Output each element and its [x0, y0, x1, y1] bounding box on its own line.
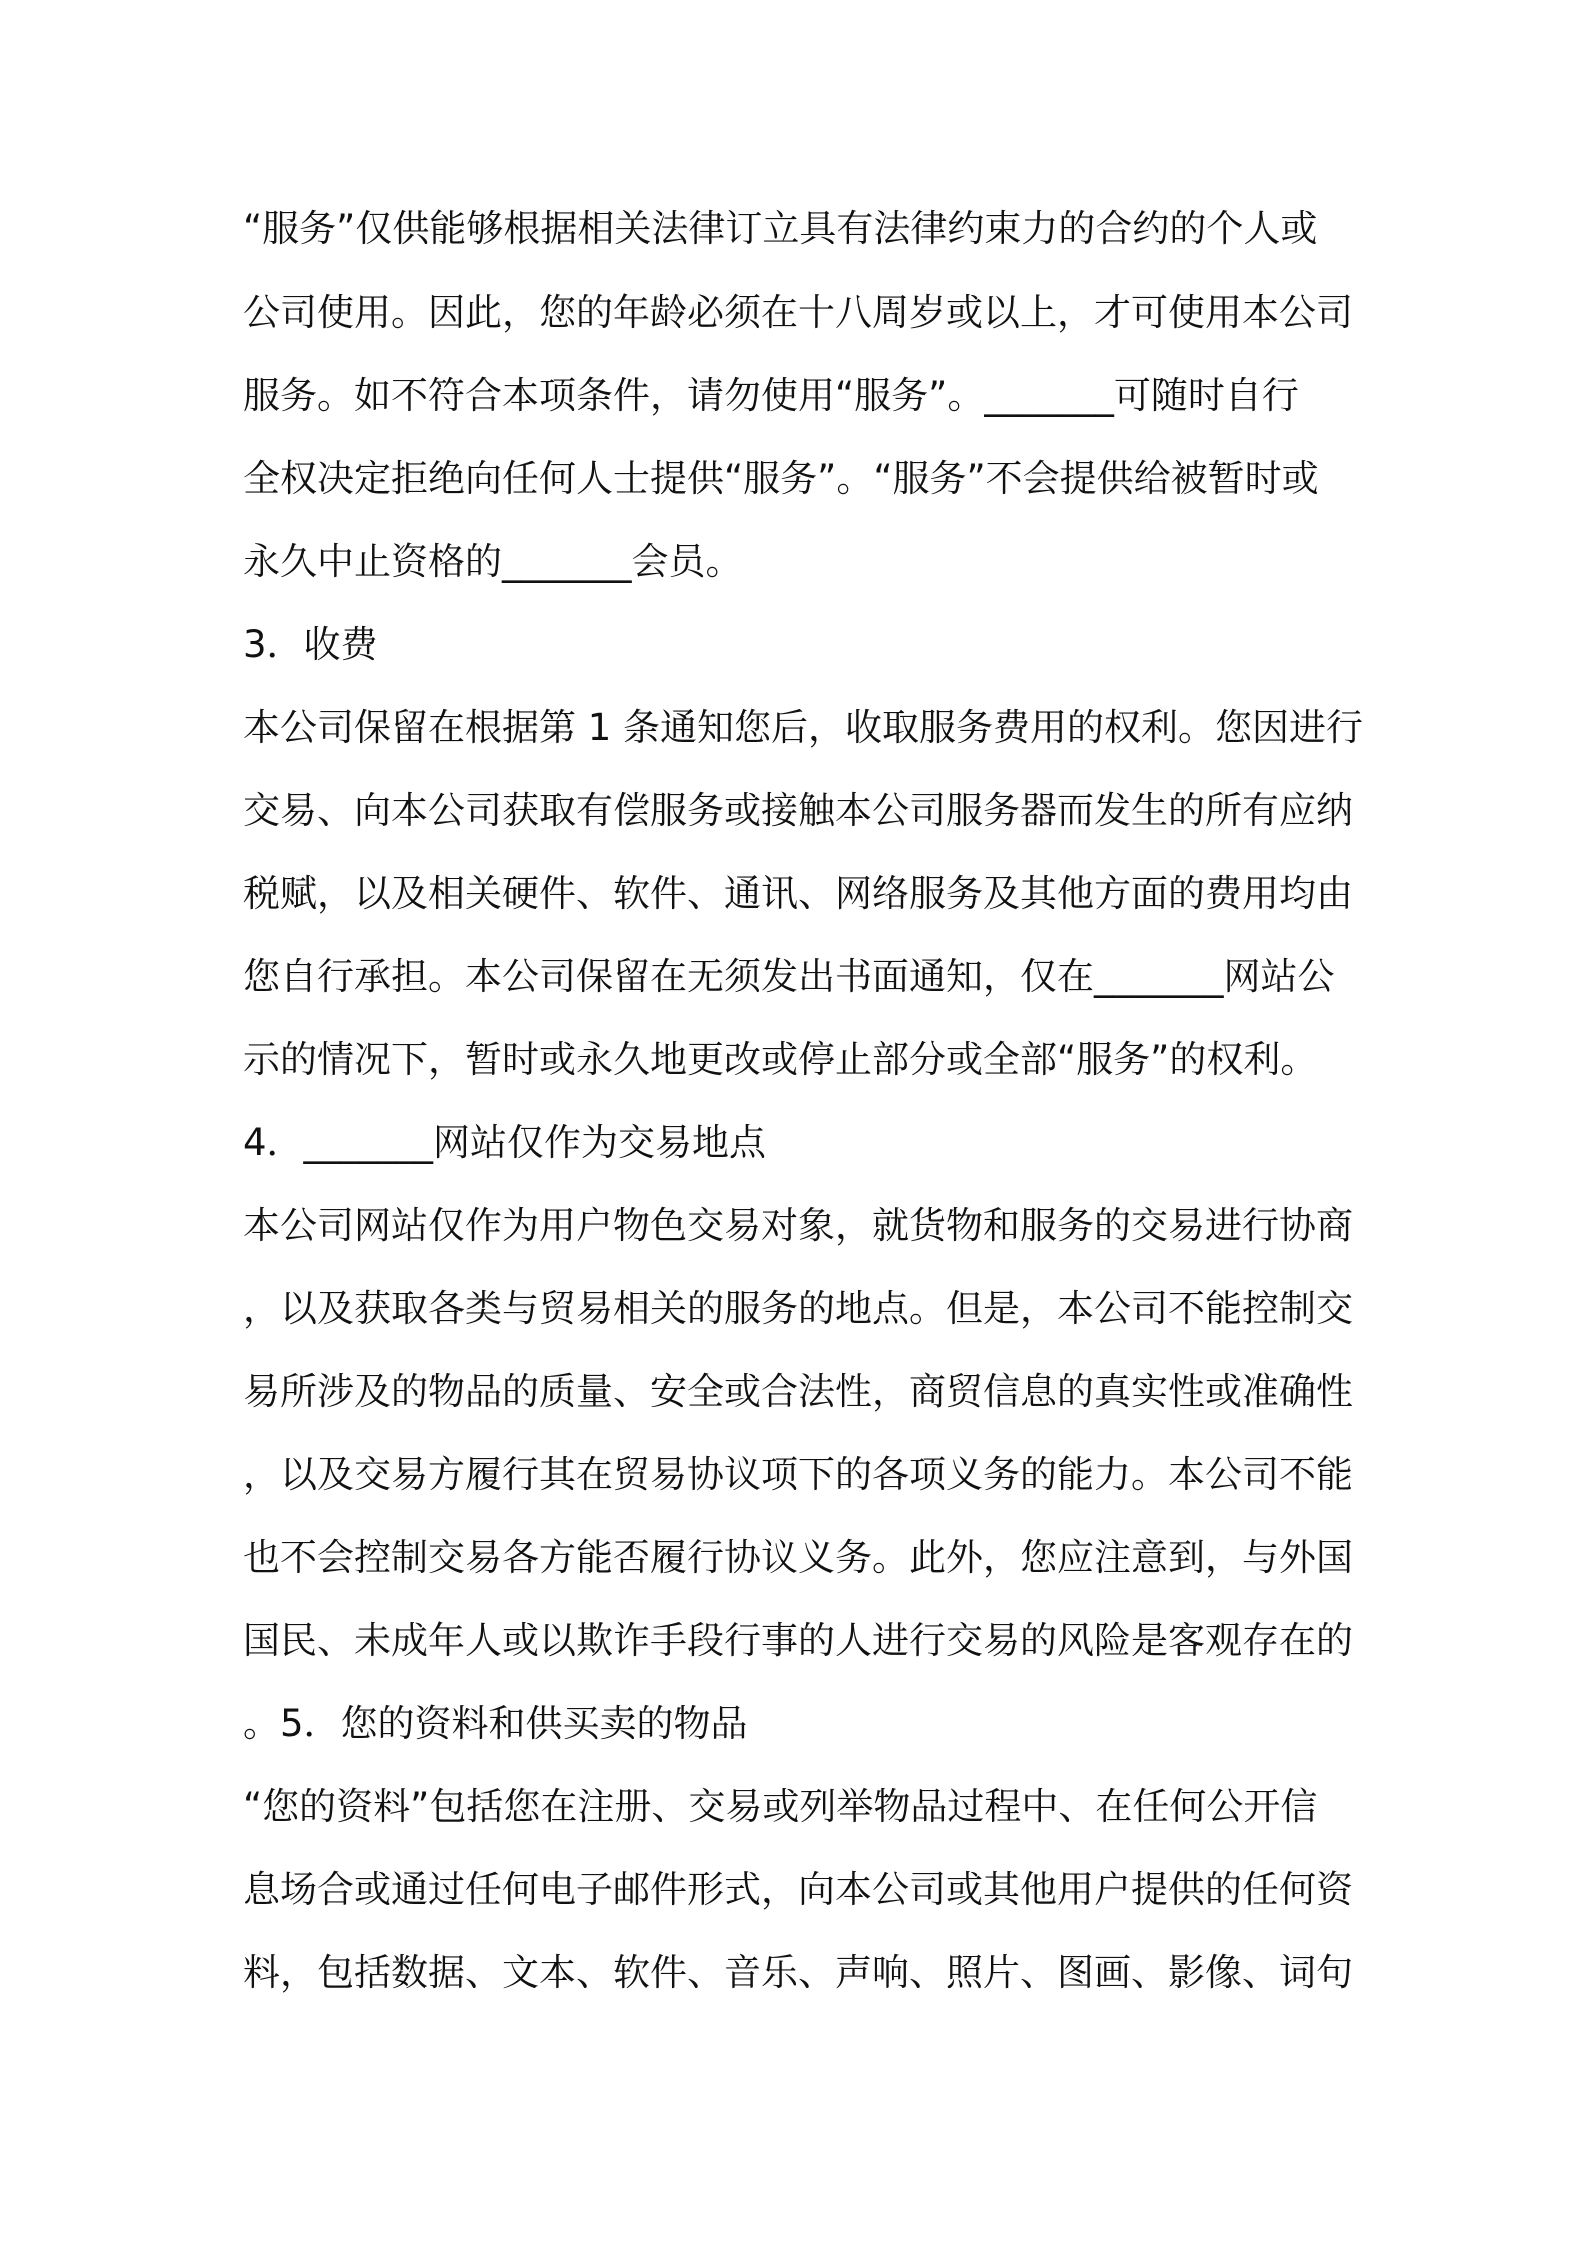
text-line: 服务。如不符合本项条件，请勿使用“服务”。_______可随时自行 [243, 374, 1299, 417]
text-line: 本公司网站仅作为用户物色交易对象，就货物和服务的交易进行协商 [243, 1204, 1353, 1247]
text-line: 您自行承担。本公司保留在无须发出书面通知，仅在_______网站公 [243, 955, 1335, 998]
text-line: 易所涉及的物品的质量、安全或合法性，商贸信息的真实性或准确性 [243, 1370, 1353, 1413]
text-line: 示的情况下，暂时或永久地更改或停止部分或全部“服务”的权利。 [243, 1038, 1318, 1081]
section-heading: 4．_______网站仅作为交易地点 [243, 1121, 767, 1164]
text-line: 税赋，以及相关硬件、软件、通讯、网络服务及其他方面的费用均由 [243, 872, 1353, 915]
text-line: 息场合或通过任何电子邮件形式，向本公司或其他用户提供的任何资 [243, 1868, 1353, 1911]
text-line: “服务”仅供能够根据相关法律订立具有法律约束力的合约的个人或 [243, 207, 1318, 250]
text-line: 永久中止资格的_______会员。 [243, 540, 743, 583]
text-line: 公司使用。因此，您的年龄必须在十八周岁或以上，才可使用本公司 [243, 291, 1353, 334]
text-line: 国民、未成年人或以欺诈手段行事的人进行交易的风险是客观存在的 [243, 1619, 1353, 1662]
text-line: 全权决定拒绝向任何人士提供“服务”。“服务”不会提供给被暂时或 [243, 457, 1319, 500]
text-line: “您的资料”包括您在注册、交易或列举物品过程中、在任何公开信 [243, 1785, 1318, 1828]
section-heading: 3．收费 [243, 623, 378, 666]
text-line: ，以及获取各类与贸易相关的服务的地点。但是，本公司不能控制交 [243, 1287, 1353, 1330]
text-line: 本公司保留在根据第 1 条通知您后，收取服务费用的权利。您因进行 [243, 706, 1364, 749]
text-line: 交易、向本公司获取有偿服务或接触本公司服务器而发生的所有应纳 [243, 789, 1353, 832]
text-line: 料，包括数据、文本、软件、音乐、声响、照片、图画、影像、词句 [243, 1951, 1353, 1994]
text-line: 也不会控制交易各方能否履行协议义务。此外，您应注意到，与外国 [243, 1536, 1353, 1579]
section-heading: 。5．您的资料和供买卖的物品 [243, 1702, 748, 1745]
text-line: ，以及交易方履行其在贸易协议项下的各项义务的能力。本公司不能 [243, 1453, 1353, 1496]
